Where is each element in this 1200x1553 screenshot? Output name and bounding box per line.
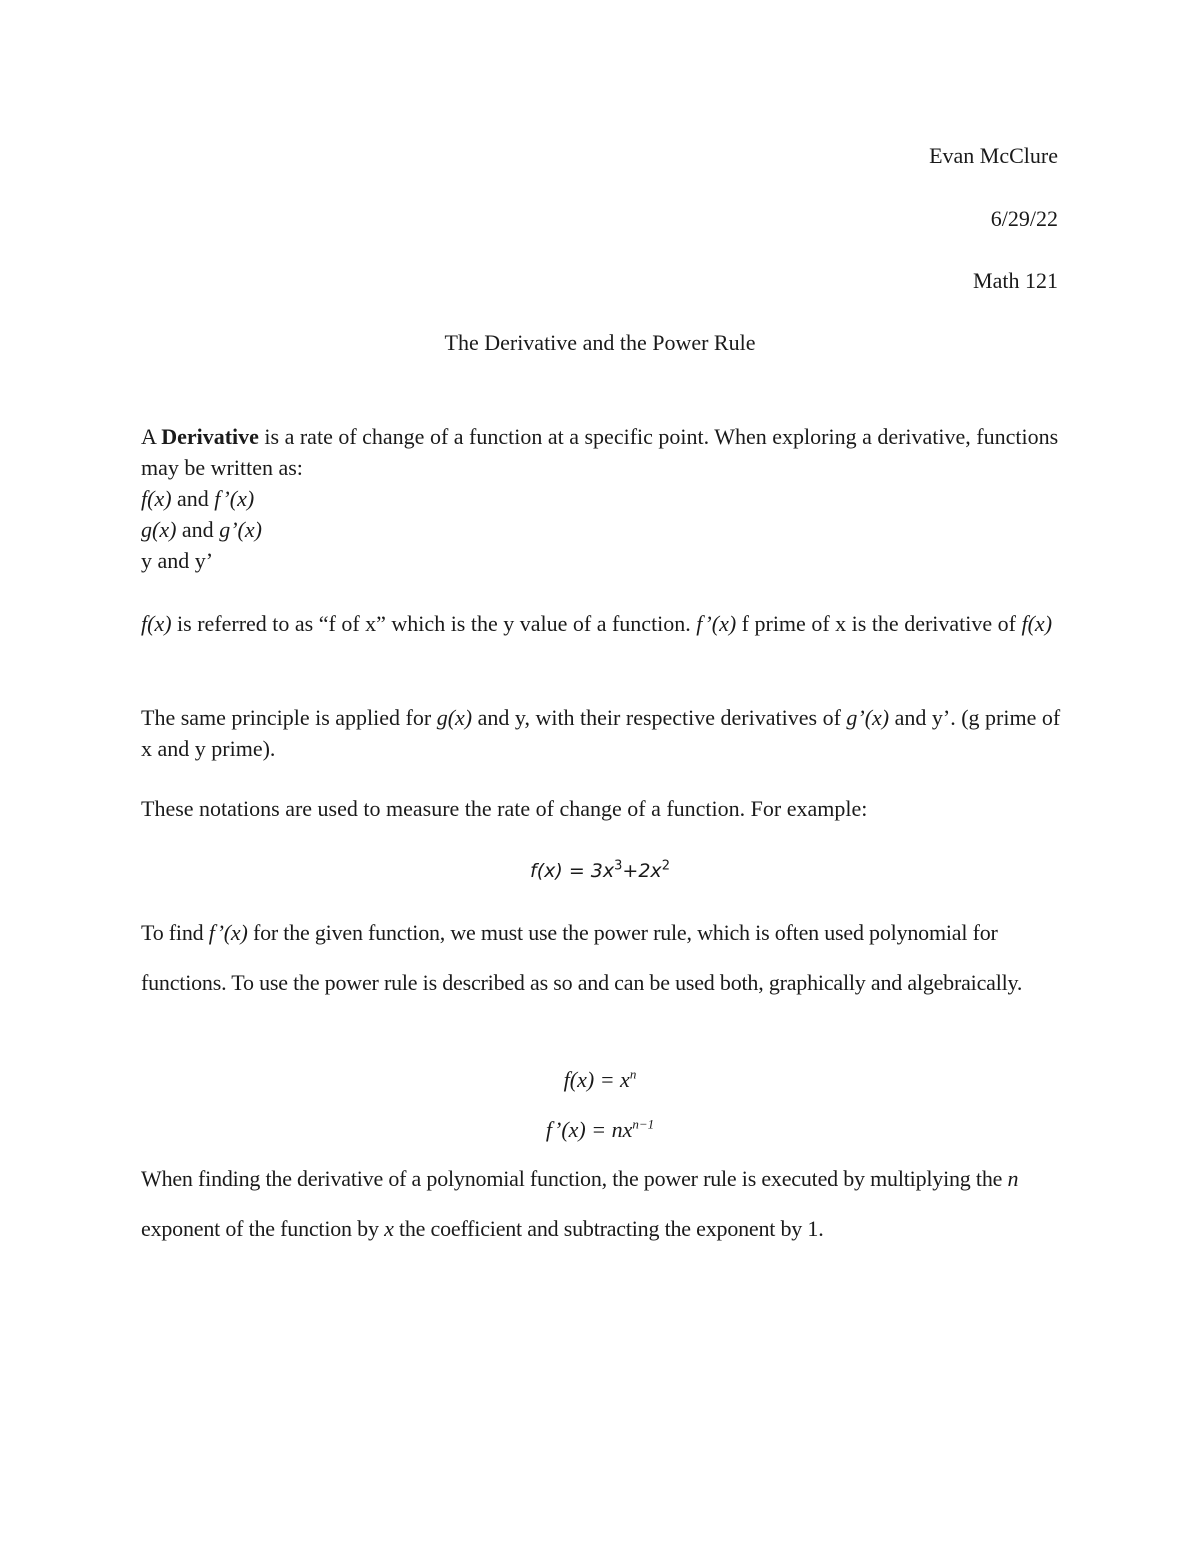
power-rule-equation-2: f’(x) = $nx^{n-1}$ bbox=[545, 1116, 655, 1142]
paragraph-power-rule-line1: When finding the derivative of a polynomial function, the power rule is executed by multiplying the n bbox=[141, 1166, 1019, 1191]
paragraph-to-find-line2: functions. To use the power rule is described as so and can be used both, graphically and algebraically. bbox=[141, 970, 1023, 995]
power-rule-equation-1: $f(x) = x^n$ bbox=[563, 1066, 637, 1092]
paragraph-power-rule-line2: exponent of the function by x the coefficient and subtracting the exponent by 1. bbox=[141, 1216, 824, 1241]
author-name: Evan McClure bbox=[929, 143, 1058, 168]
derivative-term: Derivative bbox=[161, 424, 259, 449]
paragraph-notations: These notations are used to measure the rate of change of a function. For example: bbox=[141, 796, 868, 821]
example-equation: $f(x) = 3x^3+2x^2$ bbox=[530, 858, 670, 882]
course-name: Math 121 bbox=[973, 268, 1058, 293]
intro-paragraph: A Derivative is a rate of change of a function at a specific point. When exploring a derivative, functions may be written as: bbox=[141, 424, 1059, 480]
paragraph-f-of-x: f(x) is referred to as “f of x” which is the y value of a function. f’(x) f prime of x is the derivative of f(x) bbox=[141, 611, 1053, 636]
notation-line-g: g(x) and g’(x) bbox=[141, 517, 262, 542]
paragraph-same-principle: The same principle is applied for g(x) and y, with their respective derivatives of g’(x) and y’. (g prime of x and y prime). bbox=[141, 705, 1061, 761]
paragraph-to-find-line1: To find f’(x) for the given function, we must use the power rule, which is often used polynomial for bbox=[141, 920, 998, 945]
document-title: The Derivative and the Power Rule bbox=[444, 330, 756, 355]
notation-line-y: y and y’ bbox=[141, 548, 214, 573]
notation-line-f: f(x) and f’(x) bbox=[141, 486, 255, 511]
document-date: 6/29/22 bbox=[990, 206, 1058, 231]
